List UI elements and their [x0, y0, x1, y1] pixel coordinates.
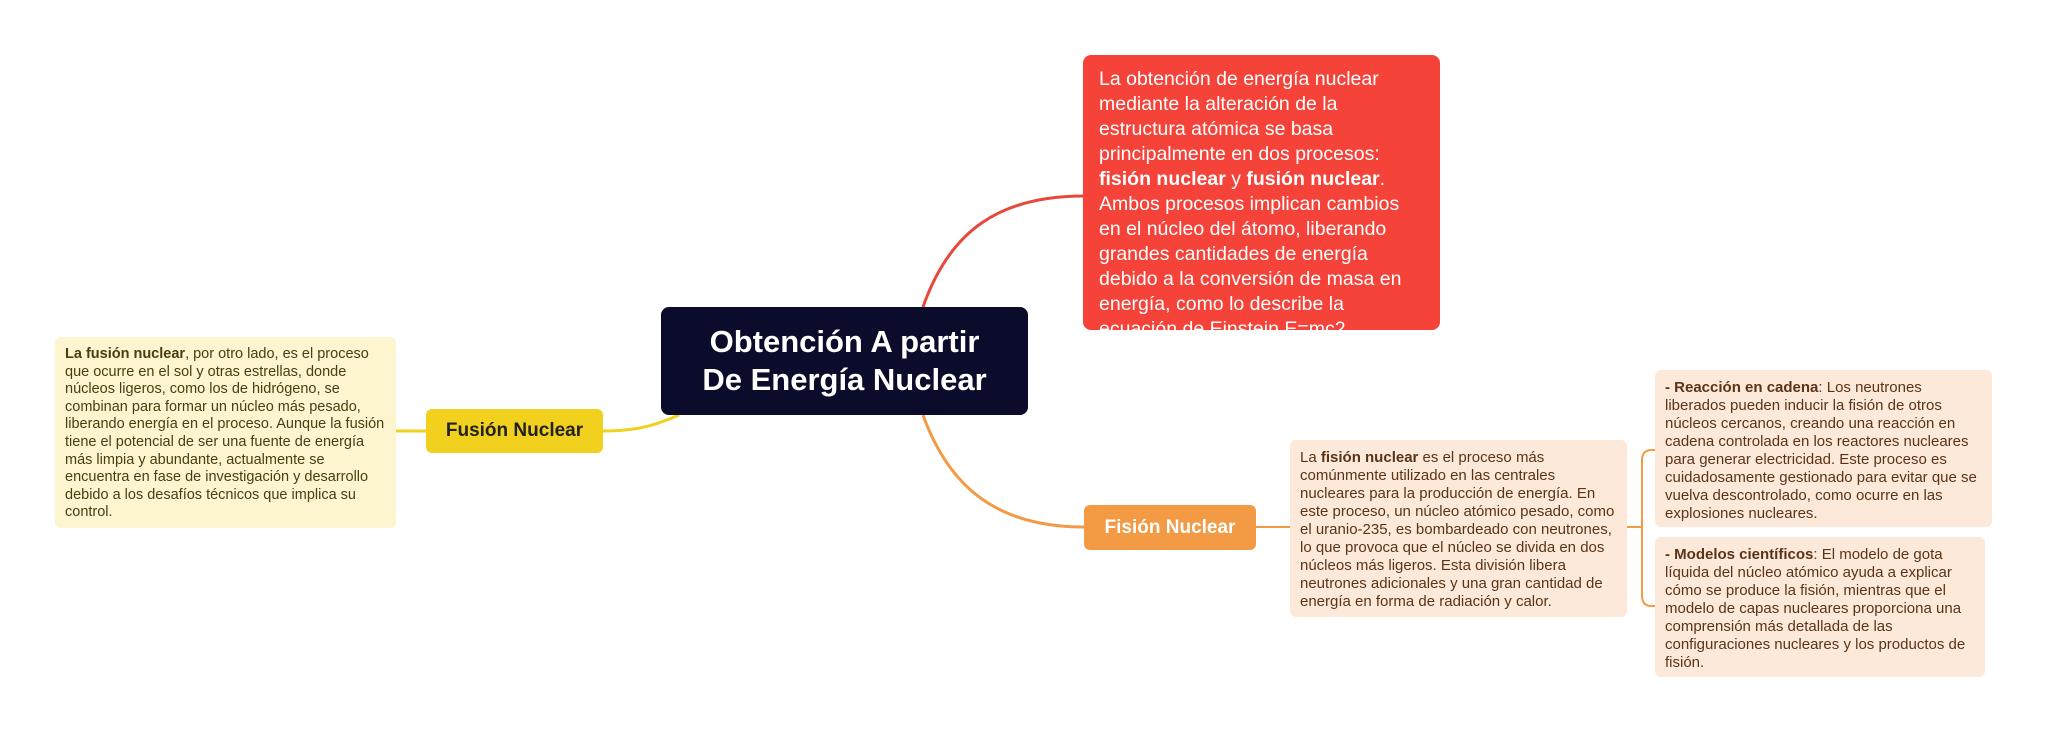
fusion-note[interactable] [55, 337, 396, 528]
central-title-line1: Obtención A partir [709, 324, 980, 359]
central-topic[interactable] [661, 307, 1028, 415]
fision-note-bold: fisión nuclear [1320, 449, 1419, 466]
intro-text: . Ambos procesos implican cambios en el núcleo del átomo, liberando grandes cantidades de energía debido a la conversión de masa en energía, como lo describe la ecuación de Einstein E=mc2. [1099, 168, 1402, 340]
connector-central-fusion [603, 415, 679, 431]
connector-central-fision [923, 415, 1084, 527]
subtopic-text: : El modelo de gota líquida del núcleo atómico ayuda a explicar cómo se produce la fisión, mientras que el modelo de capas nucleares proporciona una comprensión más detallada de las configuraciones nucleares y los productos de fisión. [1665, 546, 1966, 671]
subtopic-reaccion-cadena[interactable] [1655, 370, 1992, 527]
fision-note[interactable] [1290, 440, 1627, 617]
intro-bold-fision: fisión nuclear [1099, 168, 1226, 190]
connector-central-intro [923, 196, 1084, 307]
subtopic-text: : Los neutrones liberados pueden inducir la fisión de otros núcleos cercanos, creando una reacción en cadena controlada en los reactores nucleares para generar electricidad. Este proceso es cuidadosamente gestionado para evitar que se vuelva descontrolado, como ocurre en las explosiones nucleares. [1665, 379, 1977, 522]
fusion-label: Fusión Nuclear [445, 420, 584, 441]
central-title-line2: De Energía Nuclear [702, 362, 987, 397]
subtopic-modelos-cientificos[interactable] [1655, 537, 1985, 677]
subtopic-title: - Modelos científicos [1665, 546, 1814, 563]
connector-fision-bracket [1627, 450, 1655, 606]
fusion-topic[interactable] [426, 409, 603, 453]
intro-topic[interactable] [1083, 55, 1440, 340]
fusion-note-bold: La fusión nuclear [65, 346, 186, 362]
subtopic-title: - Reacción en cadena [1665, 379, 1819, 396]
intro-text: La obtención de energía nuclear mediante la alteración de la estructura atómica se basa principalmente en dos procesos: [1099, 68, 1380, 165]
fision-label: Fisión Nuclear [1104, 516, 1236, 538]
fision-note-text: La [1300, 449, 1321, 466]
intro-bold-fusion: fusión nuclear [1246, 168, 1380, 190]
intro-text: y [1225, 168, 1247, 190]
fision-note-text: es el proceso más comúnmente utilizado en las centrales nucleares para la producción de energía. En este proceso, un núcleo atómico pesado, como el uranio-235, es bombardeado con neutrones, lo que provoca que el núcleo se divida en dos núcleos más ligeros. Esta división libera neutrones adicionales y una gran cantidad de energía en forma de radiación y calor. [1300, 449, 1615, 610]
fision-topic[interactable] [1084, 505, 1256, 550]
fusion-note-text: , por otro lado, es el proceso que ocurre en el sol y otras estrellas, donde núcleos ligeros, como los de hidrógeno, se combinan para formar un núcleo más pesado, liberando energía en el proceso. Aunque la fusión tiene el potencial de ser una fuente de energía más limpia y abundante, actualmente se encuentra en fase de investigación y desarrollo debido a los desafíos técnicos que implica su control. [65, 346, 385, 521]
